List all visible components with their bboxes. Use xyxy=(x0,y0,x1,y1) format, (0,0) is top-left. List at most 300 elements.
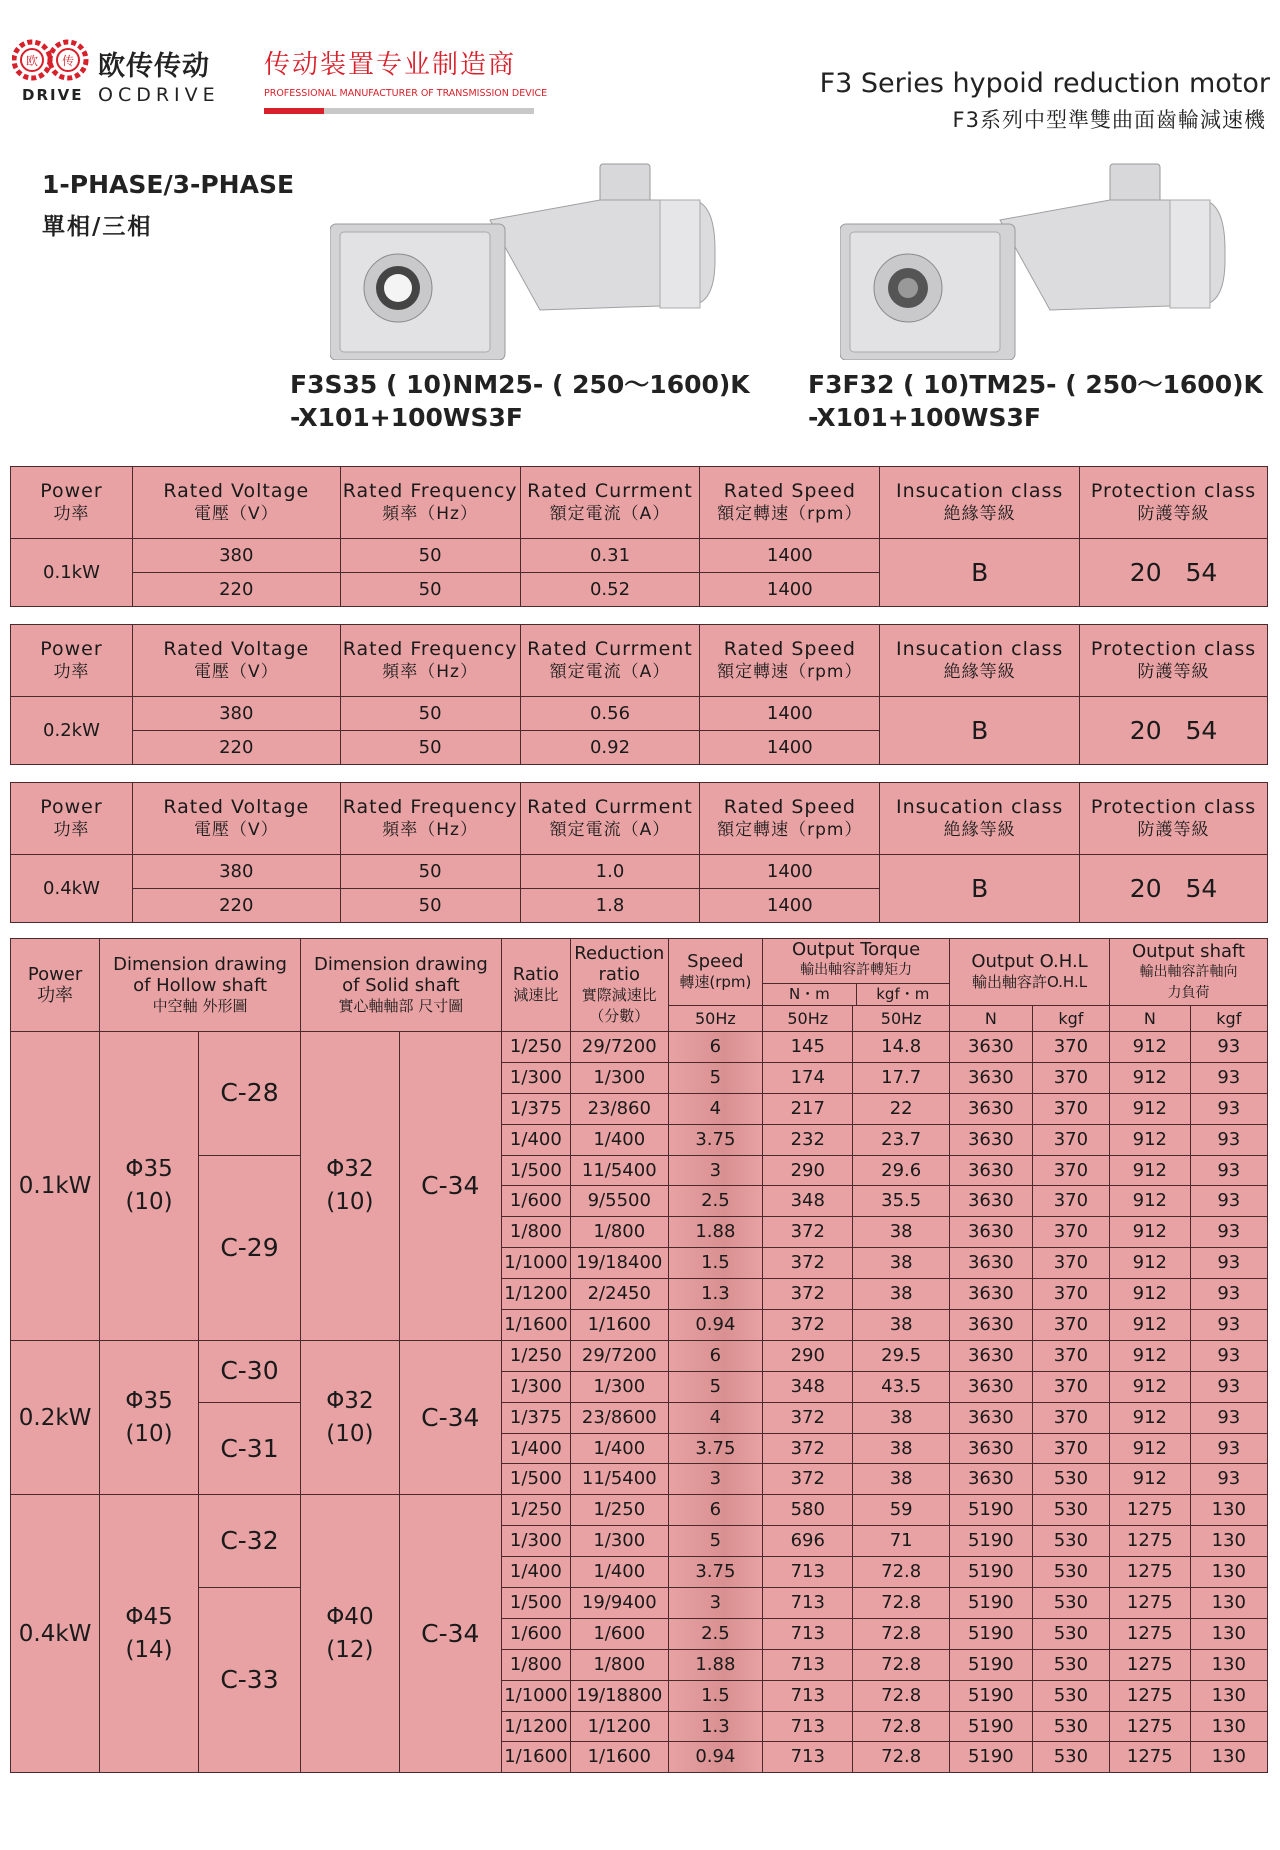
hollow-drawing-cell: C-30 xyxy=(198,1340,300,1402)
ohl-kgf-cell: 370 xyxy=(1032,1124,1109,1155)
voltage-cell: 380 xyxy=(132,855,340,889)
spec-header-cell: Rated Voltage 電壓（V） xyxy=(132,467,340,539)
solid-drawing-cell: C-34 xyxy=(399,1032,501,1341)
ohl-kgf-cell: 370 xyxy=(1032,1186,1109,1217)
power-cell: 0.2kW xyxy=(11,1340,100,1494)
spec-header-cell: Protection class 防護等級 xyxy=(1080,783,1268,855)
torque-nm-cell: 348 xyxy=(763,1371,853,1402)
speed-cell: 0.94 xyxy=(668,1310,763,1341)
frequency-cell: 50 xyxy=(340,855,520,889)
torque-kgfm-cell: 23.7 xyxy=(853,1124,950,1155)
power-cell: 0.4kW xyxy=(11,855,133,923)
col-solid-header: Dimension drawing of Solid shaft 實心軸軸部 尺寸圖 xyxy=(300,939,501,1032)
torque-nm-cell: 232 xyxy=(763,1124,853,1155)
reduction-cell: 19/9400 xyxy=(570,1588,668,1619)
table-row xyxy=(11,1340,1268,1371)
speed-cell: 5 xyxy=(668,1526,763,1557)
torque-nm-cell: 372 xyxy=(763,1310,853,1341)
shaft-n-cell: 1275 xyxy=(1110,1588,1191,1619)
phase-title-en: 1-PHASE/3-PHASE xyxy=(42,170,295,199)
shaft-n-cell: 1275 xyxy=(1110,1557,1191,1588)
ohl-n-cell: 3630 xyxy=(950,1155,1033,1186)
ohl-kgf-cell: 530 xyxy=(1032,1742,1109,1773)
solid-shaft-motor-image xyxy=(840,160,1240,360)
table-row xyxy=(11,1032,1268,1063)
reduction-cell: 1/300 xyxy=(570,1526,668,1557)
hollow-drawing-cell: C-32 xyxy=(198,1495,300,1588)
col-speed-header: Speed 轉速(rpm) xyxy=(668,939,763,1006)
shaft-n-cell: 912 xyxy=(1110,1279,1191,1310)
slogan-en: PROFESSIONAL MANUFACTURER OF TRANSMISSION DEVICE xyxy=(264,88,548,99)
col-power-header: Power 功率 xyxy=(11,939,100,1032)
ohl-n-cell: 5190 xyxy=(950,1557,1033,1588)
ohl-n-cell: 5190 xyxy=(950,1588,1033,1619)
col-hollow-header: Dimension drawing of Hollow shaft 中空軸 外形圖 xyxy=(100,939,301,1032)
shaft-kgf-cell: 93 xyxy=(1190,1062,1267,1093)
ratio-cell: 1/300 xyxy=(501,1062,570,1093)
torque-nm-cell: 713 xyxy=(763,1588,853,1619)
torque-kgfm-cell: 38 xyxy=(853,1279,950,1310)
ohl-n-cell: 3630 xyxy=(950,1093,1033,1124)
torque-kgfm-cell: 29.6 xyxy=(853,1155,950,1186)
insulation-cell: B xyxy=(880,855,1080,923)
shaft-n-cell: 912 xyxy=(1110,1464,1191,1495)
model-code-hollow xyxy=(290,368,750,434)
reduction-cell: 19/18800 xyxy=(570,1680,668,1711)
ohl-kgf-cell: 530 xyxy=(1032,1618,1109,1649)
torque-freq-1: 50Hz xyxy=(763,1006,853,1032)
ohl-n-cell: 3630 xyxy=(950,1217,1033,1248)
torque-nm-cell: 713 xyxy=(763,1618,853,1649)
torque-kgfm-cell: 38 xyxy=(853,1248,950,1279)
ratio-cell: 1/1200 xyxy=(501,1711,570,1742)
torque-kgfm-cell: 72.8 xyxy=(853,1742,950,1773)
reduction-cell: 11/5400 xyxy=(570,1155,668,1186)
shaft-kgf-cell: 93 xyxy=(1190,1032,1267,1063)
torque-kgfm-cell: 14.8 xyxy=(853,1032,950,1063)
shaft-kgf-cell: 93 xyxy=(1190,1279,1267,1310)
speed-cell: 6 xyxy=(668,1032,763,1063)
ohl-kgf-cell: 530 xyxy=(1032,1557,1109,1588)
insulation-cell: B xyxy=(880,697,1080,765)
shaft-n-cell: 1275 xyxy=(1110,1618,1191,1649)
ohl-kgf-cell: 530 xyxy=(1032,1526,1109,1557)
ohl-n-cell: 3630 xyxy=(950,1124,1033,1155)
ohl-n-cell: 5190 xyxy=(950,1495,1033,1526)
voltage-cell: 220 xyxy=(132,731,340,765)
shaft-unit-kgf: kgf xyxy=(1190,1006,1267,1032)
protection-cell: 20 54 xyxy=(1080,855,1268,923)
spec-header-cell: Rated Currment 額定電流（A） xyxy=(520,625,700,697)
shaft-n-cell: 912 xyxy=(1110,1155,1191,1186)
speed-cell: 1.88 xyxy=(668,1649,763,1680)
torque-kgfm-cell: 38 xyxy=(853,1217,950,1248)
ratio-cell: 1/300 xyxy=(501,1526,570,1557)
spec-table-0.4kw xyxy=(10,782,1268,923)
shaft-kgf-cell: 93 xyxy=(1190,1093,1267,1124)
ohl-n-cell: 3630 xyxy=(950,1464,1033,1495)
ratio-cell: 1/600 xyxy=(501,1186,570,1217)
torque-kgfm-cell: 72.8 xyxy=(853,1618,950,1649)
speed-cell: 1400 xyxy=(700,573,880,607)
torque-kgfm-cell: 17.7 xyxy=(853,1062,950,1093)
speed-cell: 1400 xyxy=(700,855,880,889)
shaft-kgf-cell: 93 xyxy=(1190,1186,1267,1217)
series-title-en: F3 Series hypoid reduction motor xyxy=(819,68,1270,99)
shaft-n-cell: 1275 xyxy=(1110,1526,1191,1557)
shaft-n-cell: 912 xyxy=(1110,1310,1191,1341)
shaft-kgf-cell: 130 xyxy=(1190,1711,1267,1742)
reduction-cell: 1/800 xyxy=(570,1217,668,1248)
ohl-kgf-cell: 370 xyxy=(1032,1402,1109,1433)
ohl-kgf-cell: 370 xyxy=(1032,1217,1109,1248)
performance-table xyxy=(10,938,1268,1773)
col-ohl-header: Output O.H.L 輸出軸容許O.H.L xyxy=(950,939,1110,1006)
col-shaft-header: Output shaft 輸出軸容許軸向 力負荷 xyxy=(1110,939,1268,1006)
hollow-dim-cell: Φ35 (10) xyxy=(100,1032,199,1341)
ohl-n-cell: 5190 xyxy=(950,1711,1033,1742)
torque-freq-2: 50Hz xyxy=(853,1006,950,1032)
spec-header-cell: Power 功率 xyxy=(11,625,133,697)
torque-nm-cell: 713 xyxy=(763,1680,853,1711)
ratio-cell: 1/1200 xyxy=(501,1279,570,1310)
speed-cell: 1400 xyxy=(700,731,880,765)
spec-header-cell: Insucation class 絶緣等級 xyxy=(880,625,1080,697)
shaft-n-cell: 1275 xyxy=(1110,1495,1191,1526)
reduction-cell: 1/1600 xyxy=(570,1310,668,1341)
spec-header-cell: Rated Currment 額定電流（A） xyxy=(520,783,700,855)
speed-cell: 5 xyxy=(668,1062,763,1093)
table-row xyxy=(11,1588,1268,1619)
hollow-drawing-cell: C-28 xyxy=(198,1032,300,1156)
model-code-line: F3S35 ( 10)NM25- ( 250～1600)K xyxy=(290,370,750,399)
torque-nm-cell: 696 xyxy=(763,1526,853,1557)
speed-cell: 3.75 xyxy=(668,1557,763,1588)
ohl-kgf-cell: 370 xyxy=(1032,1310,1109,1341)
reduction-cell: 19/18400 xyxy=(570,1248,668,1279)
hollow-dim-cell: Φ45 (14) xyxy=(100,1495,199,1773)
reduction-cell: 9/5500 xyxy=(570,1186,668,1217)
shaft-kgf-cell: 93 xyxy=(1190,1155,1267,1186)
ratio-cell: 1/800 xyxy=(501,1649,570,1680)
speed-cell: 2.5 xyxy=(668,1186,763,1217)
speed-cell: 1400 xyxy=(700,697,880,731)
spec-header-cell: Power 功率 xyxy=(11,467,133,539)
reduction-cell: 1/1600 xyxy=(570,1742,668,1773)
ohl-kgf-cell: 530 xyxy=(1032,1680,1109,1711)
company-logo-icon xyxy=(12,38,92,84)
torque-kgfm-cell: 72.8 xyxy=(853,1680,950,1711)
speed-cell: 2.5 xyxy=(668,1618,763,1649)
header-divider xyxy=(264,108,534,114)
ratio-cell: 1/300 xyxy=(501,1371,570,1402)
ohl-kgf-cell: 370 xyxy=(1032,1155,1109,1186)
ratio-cell: 1/1000 xyxy=(501,1248,570,1279)
torque-kgfm-cell: 35.5 xyxy=(853,1186,950,1217)
ohl-n-cell: 3630 xyxy=(950,1032,1033,1063)
shaft-n-cell: 912 xyxy=(1110,1371,1191,1402)
reduction-cell: 1/300 xyxy=(570,1062,668,1093)
ohl-n-cell: 3630 xyxy=(950,1310,1033,1341)
spec-header-cell: Protection class 防護等級 xyxy=(1080,625,1268,697)
torque-nm-cell: 713 xyxy=(763,1557,853,1588)
torque-kgfm-cell: 72.8 xyxy=(853,1557,950,1588)
shaft-unit-n: N xyxy=(1110,1006,1191,1032)
ratio-cell: 1/375 xyxy=(501,1093,570,1124)
power-cell: 0.2kW xyxy=(11,697,133,765)
shaft-kgf-cell: 130 xyxy=(1190,1588,1267,1619)
torque-kgfm-cell: 71 xyxy=(853,1526,950,1557)
ratio-cell: 1/250 xyxy=(501,1495,570,1526)
ratio-cell: 1/600 xyxy=(501,1618,570,1649)
ohl-n-cell: 3630 xyxy=(950,1402,1033,1433)
ohl-n-cell: 3630 xyxy=(950,1279,1033,1310)
ratio-cell: 1/800 xyxy=(501,1217,570,1248)
hollow-drawing-cell: C-31 xyxy=(198,1402,300,1495)
torque-nm-cell: 348 xyxy=(763,1186,853,1217)
ohl-kgf-cell: 370 xyxy=(1032,1093,1109,1124)
reduction-cell: 1/400 xyxy=(570,1557,668,1588)
current-cell: 0.92 xyxy=(520,731,700,765)
speed-cell: 3 xyxy=(668,1155,763,1186)
ratio-cell: 1/500 xyxy=(501,1464,570,1495)
solid-dim-cell: Φ40 (12) xyxy=(300,1495,399,1773)
insulation-cell: B xyxy=(880,539,1080,607)
torque-nm-cell: 174 xyxy=(763,1062,853,1093)
reduction-cell: 29/7200 xyxy=(570,1032,668,1063)
ohl-kgf-cell: 370 xyxy=(1032,1062,1109,1093)
spec-header-cell: Insucation class 絶緣等級 xyxy=(880,783,1080,855)
hollow-drawing-cell: C-33 xyxy=(198,1588,300,1773)
current-cell: 1.8 xyxy=(520,889,700,923)
frequency-cell: 50 xyxy=(340,889,520,923)
spec-header-cell: Protection class 防護等級 xyxy=(1080,467,1268,539)
series-title-cn: F3系列中型準雙曲面齒輪減速機 xyxy=(952,108,1266,132)
shaft-kgf-cell: 130 xyxy=(1190,1649,1267,1680)
solid-dim-cell: Φ32 (10) xyxy=(300,1032,399,1341)
ohl-n-cell: 3630 xyxy=(950,1340,1033,1371)
ohl-n-cell: 3630 xyxy=(950,1371,1033,1402)
spec-header-cell: Rated Speed 額定轉速（rpm） xyxy=(700,625,880,697)
torque-nm-cell: 713 xyxy=(763,1711,853,1742)
shaft-kgf-cell: 130 xyxy=(1190,1742,1267,1773)
speed-unit: 50Hz xyxy=(668,1006,763,1032)
ratio-cell: 1/400 xyxy=(501,1124,570,1155)
current-cell: 0.56 xyxy=(520,697,700,731)
ohl-n-cell: 5190 xyxy=(950,1526,1033,1557)
ohl-kgf-cell: 530 xyxy=(1032,1649,1109,1680)
shaft-n-cell: 1275 xyxy=(1110,1680,1191,1711)
spec-header-cell: Rated Voltage 電壓（V） xyxy=(132,625,340,697)
current-cell: 0.52 xyxy=(520,573,700,607)
reduction-cell: 23/860 xyxy=(570,1093,668,1124)
torque-kgfm-cell: 29.5 xyxy=(853,1340,950,1371)
reduction-cell: 1/300 xyxy=(570,1371,668,1402)
shaft-kgf-cell: 130 xyxy=(1190,1618,1267,1649)
shaft-kgf-cell: 130 xyxy=(1190,1526,1267,1557)
logo-wordmark: DRIVE xyxy=(22,86,84,104)
brand-name-cn: 欧传传动 xyxy=(98,51,210,82)
speed-cell: 6 xyxy=(668,1340,763,1371)
ohl-kgf-cell: 530 xyxy=(1032,1495,1109,1526)
ohl-kgf-cell: 370 xyxy=(1032,1279,1109,1310)
torque-nm-cell: 290 xyxy=(763,1155,853,1186)
ohl-n-cell: 3630 xyxy=(950,1186,1033,1217)
speed-cell: 1.5 xyxy=(668,1248,763,1279)
shaft-kgf-cell: 93 xyxy=(1190,1124,1267,1155)
voltage-cell: 220 xyxy=(132,573,340,607)
voltage-cell: 380 xyxy=(132,697,340,731)
torque-nm-cell: 580 xyxy=(763,1495,853,1526)
protection-cell: 20 54 xyxy=(1080,539,1268,607)
speed-cell: 4 xyxy=(668,1093,763,1124)
ohl-unit-n: N xyxy=(950,1006,1033,1032)
phase-title-cn: 單相/三相 xyxy=(42,214,153,240)
shaft-kgf-cell: 130 xyxy=(1190,1495,1267,1526)
shaft-kgf-cell: 93 xyxy=(1190,1217,1267,1248)
ohl-n-cell: 3630 xyxy=(950,1062,1033,1093)
shaft-n-cell: 912 xyxy=(1110,1402,1191,1433)
ratio-cell: 1/1600 xyxy=(501,1742,570,1773)
speed-cell: 3.75 xyxy=(668,1433,763,1464)
power-cell: 0.4kW xyxy=(11,1495,100,1773)
ratio-cell: 1/500 xyxy=(501,1155,570,1186)
torque-kgfm-cell: 38 xyxy=(853,1402,950,1433)
torque-nm-cell: 145 xyxy=(763,1032,853,1063)
torque-kgfm-cell: 38 xyxy=(853,1310,950,1341)
torque-kgfm-cell: 38 xyxy=(853,1433,950,1464)
reduction-cell: 1/400 xyxy=(570,1433,668,1464)
spec-header-cell: Insucation class 絶緣等級 xyxy=(880,467,1080,539)
shaft-n-cell: 912 xyxy=(1110,1032,1191,1063)
slogan-cn: 传动装置专业制造商 xyxy=(264,50,517,80)
ohl-kgf-cell: 370 xyxy=(1032,1248,1109,1279)
torque-nm-cell: 372 xyxy=(763,1248,853,1279)
shaft-n-cell: 912 xyxy=(1110,1062,1191,1093)
torque-kgfm-cell: 72.8 xyxy=(853,1711,950,1742)
shaft-n-cell: 912 xyxy=(1110,1093,1191,1124)
shaft-n-cell: 912 xyxy=(1110,1248,1191,1279)
torque-nm-cell: 713 xyxy=(763,1742,853,1773)
reduction-cell: 1/1200 xyxy=(570,1711,668,1742)
ratio-cell: 1/250 xyxy=(501,1340,570,1371)
ohl-n-cell: 5190 xyxy=(950,1742,1033,1773)
speed-cell: 1.88 xyxy=(668,1217,763,1248)
ohl-unit-kgf: kgf xyxy=(1032,1006,1109,1032)
shaft-n-cell: 1275 xyxy=(1110,1649,1191,1680)
brand-name-en: OCDRIVE xyxy=(98,84,220,106)
spec-header-cell: Rated Currment 額定電流（A） xyxy=(520,467,700,539)
model-code-line: F3F32 ( 10)TM25- ( 250～1600)K xyxy=(808,370,1263,399)
torque-nm-cell: 372 xyxy=(763,1279,853,1310)
shaft-kgf-cell: 93 xyxy=(1190,1310,1267,1341)
svg-text:欧: 欧 xyxy=(25,54,39,68)
ohl-kgf-cell: 530 xyxy=(1032,1711,1109,1742)
speed-cell: 3 xyxy=(668,1588,763,1619)
hollow-drawing-cell: C-29 xyxy=(198,1155,300,1340)
spec-header-cell: Rated Frequency 頻率（Hz） xyxy=(340,783,520,855)
spec-header-cell: Rated Frequency 頻率（Hz） xyxy=(340,625,520,697)
shaft-kgf-cell: 93 xyxy=(1190,1402,1267,1433)
svg-text:传: 传 xyxy=(61,54,75,68)
shaft-kgf-cell: 93 xyxy=(1190,1433,1267,1464)
speed-cell: 1.3 xyxy=(668,1279,763,1310)
torque-nm-cell: 372 xyxy=(763,1433,853,1464)
table-row xyxy=(11,539,1268,573)
frequency-cell: 50 xyxy=(340,697,520,731)
reduction-cell: 1/400 xyxy=(570,1124,668,1155)
table-row xyxy=(11,1495,1268,1526)
ohl-kgf-cell: 530 xyxy=(1032,1588,1109,1619)
torque-nm-cell: 713 xyxy=(763,1649,853,1680)
table-row xyxy=(11,1402,1268,1433)
torque-nm-cell: 217 xyxy=(763,1093,853,1124)
col-torque-header: Output Torque 輸出軸容許轉矩力 N・m kgf・m xyxy=(763,939,950,1006)
solid-drawing-cell: C-34 xyxy=(399,1340,501,1494)
ohl-n-cell: 3630 xyxy=(950,1248,1033,1279)
torque-kgfm-cell: 43.5 xyxy=(853,1371,950,1402)
speed-cell: 1400 xyxy=(700,889,880,923)
protection-cell: 20 54 xyxy=(1080,697,1268,765)
spec-table-0.1kw xyxy=(10,466,1268,607)
ohl-kgf-cell: 530 xyxy=(1032,1464,1109,1495)
voltage-cell: 220 xyxy=(132,889,340,923)
col-ratio-header: Ratio 減速比 xyxy=(501,939,570,1032)
shaft-n-cell: 912 xyxy=(1110,1186,1191,1217)
torque-kgfm-cell: 72.8 xyxy=(853,1588,950,1619)
ohl-n-cell: 3630 xyxy=(950,1433,1033,1464)
speed-cell: 0.94 xyxy=(668,1742,763,1773)
shaft-kgf-cell: 93 xyxy=(1190,1248,1267,1279)
torque-kgfm-cell: 72.8 xyxy=(853,1649,950,1680)
ratio-cell: 1/250 xyxy=(501,1032,570,1063)
hollow-dim-cell: Φ35 (10) xyxy=(100,1340,199,1494)
model-code-line: -X101+100WS3F xyxy=(290,403,523,432)
model-code-solid xyxy=(808,368,1263,434)
ohl-kgf-cell: 370 xyxy=(1032,1371,1109,1402)
voltage-cell: 380 xyxy=(132,539,340,573)
spec-table-0.2kw xyxy=(10,624,1268,765)
frequency-cell: 50 xyxy=(340,539,520,573)
table-row xyxy=(11,1155,1268,1186)
ratio-cell: 1/500 xyxy=(501,1588,570,1619)
speed-cell: 1400 xyxy=(700,539,880,573)
ohl-n-cell: 5190 xyxy=(950,1680,1033,1711)
ratio-cell: 1/1600 xyxy=(501,1310,570,1341)
current-cell: 1.0 xyxy=(520,855,700,889)
ratio-cell: 1/400 xyxy=(501,1433,570,1464)
torque-nm-cell: 372 xyxy=(763,1217,853,1248)
reduction-cell: 11/5400 xyxy=(570,1464,668,1495)
shaft-n-cell: 912 xyxy=(1110,1340,1191,1371)
frequency-cell: 50 xyxy=(340,731,520,765)
speed-cell: 1.5 xyxy=(668,1680,763,1711)
ohl-kgf-cell: 370 xyxy=(1032,1433,1109,1464)
ohl-kgf-cell: 370 xyxy=(1032,1340,1109,1371)
shaft-kgf-cell: 130 xyxy=(1190,1557,1267,1588)
torque-kgfm-cell: 22 xyxy=(853,1093,950,1124)
ohl-kgf-cell: 370 xyxy=(1032,1032,1109,1063)
power-cell: 0.1kW xyxy=(11,539,133,607)
reduction-cell: 1/600 xyxy=(570,1618,668,1649)
spec-header-cell: Rated Speed 額定轉速（rpm） xyxy=(700,783,880,855)
torque-nm-cell: 372 xyxy=(763,1402,853,1433)
spec-header-cell: Power 功率 xyxy=(11,783,133,855)
torque-nm-cell: 372 xyxy=(763,1464,853,1495)
torque-kgfm-cell: 59 xyxy=(853,1495,950,1526)
reduction-cell: 29/7200 xyxy=(570,1340,668,1371)
frequency-cell: 50 xyxy=(340,573,520,607)
